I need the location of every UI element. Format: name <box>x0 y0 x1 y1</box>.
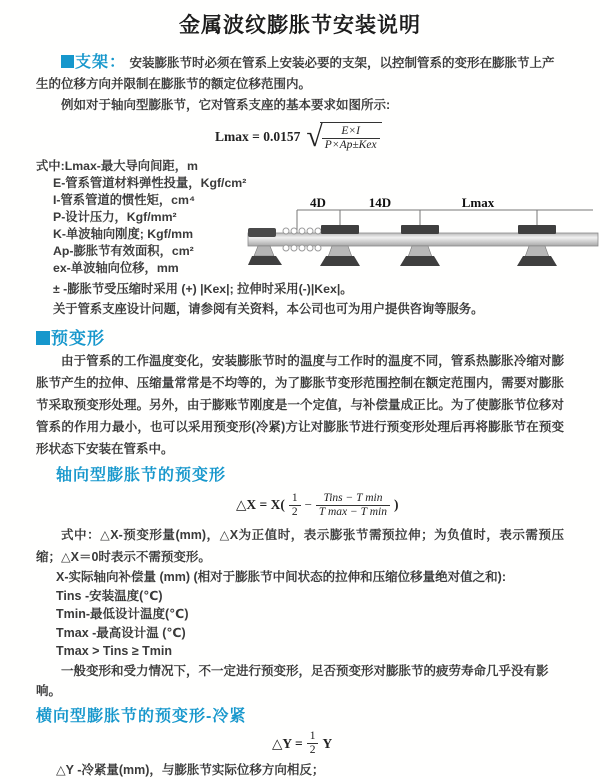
predeform-paragraph: 由于管系的工作温度变化，安装膨胀节时的温度与工作时的温度不同，管系热膨胀冷缩对膨胀节产生的拉伸、压缩量常常是不均等的，为了膨胀节变形范围控制在额定范围内，需要对膨胀节采取预变形处理。另外，由于膨账节刚度是一个定值，与补偿量成正比。为了使膨胀节位移对管系的作用力最小，也可以采用预变形(冷紧)方让对膨胀节进行预变形处理后再将膨胀节在预变形状态下安装在管系中。 <box>36 350 564 460</box>
axial-formula-lhs: △X = X( <box>236 497 285 513</box>
definition-line: 式中:Lmax-最大导向间距，m <box>36 158 564 175</box>
support-intro-paragraph <box>36 52 564 95</box>
consult-line: 关于管系支座设计问题，请参阅有关资料，本公司也可为用户提供咨询等服务。 <box>36 300 564 318</box>
sqrt-icon: √ <box>306 122 322 152</box>
support-section-label: 支架： <box>75 54 126 71</box>
axial-item: X-实际轴向补偿量 (mm) (相对于膨胀节中间状态的拉伸和压缩位移量绝对值之和): <box>36 568 564 587</box>
axial-explain: 式中：△X-预变形量(mm)，△X为正值时，表示膨张节需预拉伸；为负值时，表示需预压缩；△X＝0时表示不需预变形。 <box>36 524 564 568</box>
temperature-fraction <box>316 492 390 519</box>
fraction-numerator: Tins − T min <box>316 492 390 506</box>
lateral-formula <box>268 729 564 759</box>
section-marker-icon <box>61 55 74 68</box>
axial-item: Tmax > Tins ≥ Tmin <box>36 642 564 661</box>
fraction-denominator: 2 <box>289 506 301 519</box>
formula-lhs: Lmax = 0.0157 <box>215 129 300 145</box>
plusminus-line: ± -膨胀节受压缩时采用 (+) |Kex|; 拉伸时采用(-)|Kex|。 <box>36 280 564 298</box>
lateral-note: △Y -冷紧量(mm)，与膨胀节实际位移方向相反； <box>36 761 564 779</box>
half-fraction <box>307 730 319 757</box>
pipe <box>248 233 598 246</box>
definitions-block <box>36 158 564 277</box>
axial-subheader: 轴向型膨胀节的预变形 <box>56 466 564 486</box>
dim-label-4d: 4D <box>310 195 326 210</box>
support-section-header <box>61 54 126 71</box>
formula-numerator: E×I <box>322 125 380 139</box>
lateral-formula-rhs: Y <box>322 736 332 752</box>
axial-item: Tmax -最高设计温 (℃) <box>36 624 564 643</box>
formula-denominator: P×Ap±Kex <box>322 139 380 152</box>
radicand <box>320 122 382 152</box>
definition-line: I-管系管道的惯性矩，cm⁴ <box>36 192 564 209</box>
lateral-formula-lhs: △Y = <box>272 736 303 752</box>
dim-label-lmax: Lmax <box>462 195 495 210</box>
definition-line: E-管系管道材料弹性投量，Kgf/cm² <box>36 175 564 192</box>
definition-line: ex-单波轴向位移，mm <box>36 260 564 277</box>
section-marker-icon <box>36 331 50 345</box>
axial-item: Tins -安装温度(℃) <box>36 587 564 606</box>
definition-line: P-设计压力，Kgf/mm² <box>36 209 564 226</box>
lmax-formula <box>215 120 564 154</box>
page-title: 金属波纹膨胀节安装说明 <box>36 0 564 40</box>
fraction-denominator: T max − T min <box>316 506 390 519</box>
example-line: 例如对于轴向型膨胀节，它对管系支座的基本要求如图所示: <box>36 95 564 116</box>
axial-item: Tmin-最低设计温度(℃) <box>36 605 564 624</box>
half-fraction <box>289 492 301 519</box>
lateral-subheader: 横向型膨胀节的预变形-冷紧 <box>36 707 564 727</box>
fraction-denominator: 2 <box>307 744 319 757</box>
axial-formula <box>232 488 564 522</box>
axial-note: 一般变形和受力情况下，不一定进行预变形，足否预变形对膨胀节的疲劳寿命几乎没有影响。 <box>36 661 564 701</box>
predeform-section-label: 预变形 <box>51 329 105 348</box>
minus-sign: − <box>305 497 312 513</box>
definition-line: Ap-膨胀节有效面积，cm² <box>36 243 564 260</box>
dim-label-14d: 14D <box>369 195 391 210</box>
pipe-support-diagram <box>248 198 600 290</box>
fraction-numerator: 1 <box>289 492 301 506</box>
definition-line: K-单波轴向刚度; Kgf/mm <box>36 226 564 243</box>
support-intro-text: 安装膨胀节时必须在管系上安装必要的支架，以控制管系的变形在膨胀节上产生的位移方向并限制在膨胀节的额定位移范围内。 <box>36 56 555 91</box>
fraction-numerator: 1 <box>307 730 319 744</box>
predeform-section-header <box>36 328 564 350</box>
axial-formula-rhs: ) <box>394 497 399 513</box>
